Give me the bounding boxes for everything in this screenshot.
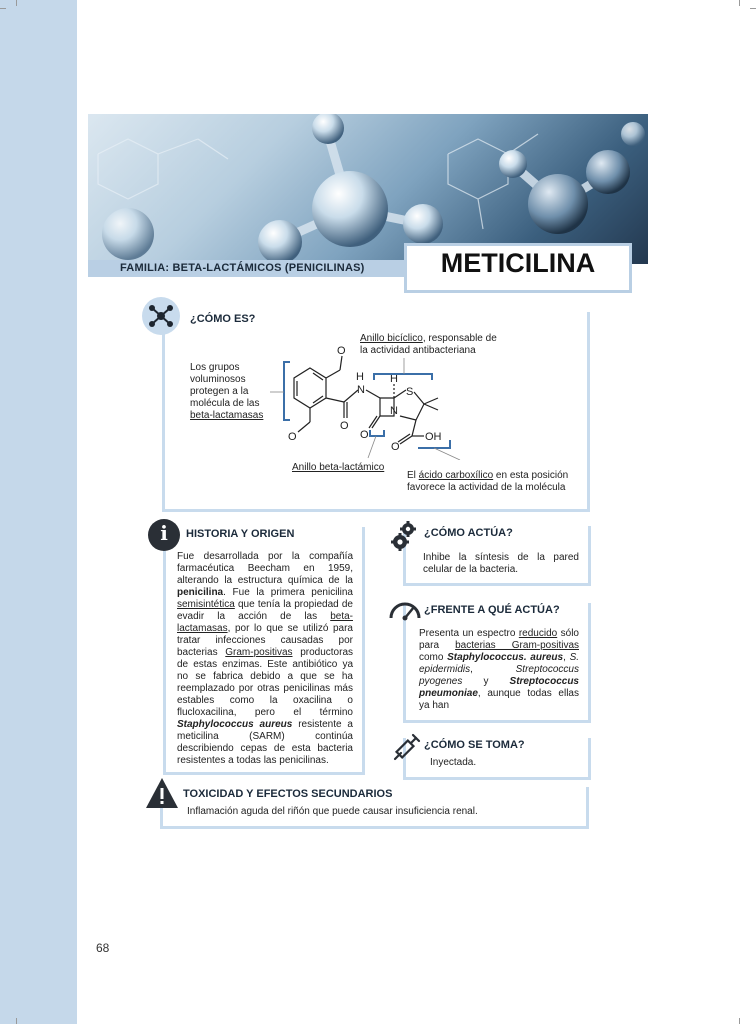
atom-h-ring: H	[390, 373, 398, 385]
como-actua-text: Inhibe la síntesis de la pared celular de la bacteria.	[423, 552, 579, 575]
groups-line-1: Los grupos	[190, 362, 240, 373]
frente-text	[419, 628, 579, 712]
beta-lactam-ring-link: Anillo beta-lactámico	[292, 462, 385, 473]
como-actua-title: ¿CÓMO ACTÚA?	[424, 527, 513, 539]
historia-penicilina: penicilina	[177, 587, 224, 598]
atom-s: S	[406, 386, 414, 398]
warning-icon	[144, 776, 180, 810]
crop-mark	[4, 1018, 17, 1024]
page-title: METICILINA	[440, 248, 596, 278]
groups-line-5: beta-lactamasas	[190, 410, 264, 421]
carboxylic-pre: El	[407, 470, 419, 481]
historia-p6: resistente a meticilina (SARM) continúa describiendo cepas de esta bacteria resistentes a todas las penicilinas.	[177, 719, 353, 766]
family-label: FAMILIA: BETA-LACTÁMICOS (PENICILINAS)	[120, 262, 365, 274]
historia-semisintetica: semisintética	[177, 599, 235, 610]
frente-reducido: reducido	[518, 628, 558, 639]
groups-annotation	[190, 362, 263, 422]
groups-line-4: molécula de las	[190, 398, 260, 409]
groups-line-3: protegen a la	[190, 386, 249, 397]
crop-mark	[750, 8, 756, 9]
historia-staph-aureus: Staphylococcus aureus	[177, 719, 293, 730]
bicyclic-link: Anillo bicíclico	[360, 333, 423, 344]
carboxylic-link: ácido carboxílico	[418, 470, 494, 481]
toxicidad-text: Inflamación aguda del riñón que puede causar insuficiencia renal.	[187, 806, 478, 817]
crop-mark	[0, 8, 6, 9]
como-toma-text: Inyectada.	[430, 757, 477, 768]
carboxylic-annotation	[407, 470, 568, 494]
historia-p5: productoras de estas enzimas. Este antibiótico ya no se fabrica debido a que se ha reemplazado por otras penicilinas más estables como la oxacilina o flucloxacilina, pero el término	[177, 647, 353, 718]
atom-n-amide: N	[357, 384, 365, 396]
bicyclic-text-1: , responsable de	[422, 333, 497, 344]
historia-title: HISTORIA Y ORIGEN	[186, 528, 295, 540]
frente-t7: , aunque todas ellas ya han	[419, 688, 579, 711]
frente-strep-pneu: Streptococcus pneumoniae	[419, 676, 579, 699]
atom-o-top: O	[337, 345, 346, 357]
frente-gram-positivas: bacterias Gram-positivas	[455, 640, 580, 651]
groups-line-2: voluminosos	[190, 374, 246, 385]
gauge-icon	[388, 596, 422, 624]
carboxylic-line-2: favorece la actividad de la molécula	[407, 482, 566, 493]
carboxylic-post: en esta posición	[493, 470, 569, 481]
beta-lactam-ring-label	[292, 462, 384, 474]
historia-p1: Fue desarrollada por la compañía farmacéutica Beecham en 1959, alterando la estructura química de la	[177, 551, 353, 586]
toxicidad-title: TOXICIDAD Y EFECTOS SECUNDARIOS	[183, 788, 393, 800]
molecule-icon	[147, 302, 175, 330]
frente-t4: ,	[563, 652, 570, 663]
atom-oh: OH	[425, 431, 442, 443]
frente-t5: ,	[470, 664, 516, 675]
historia-text	[177, 551, 353, 767]
atom-h-amide: H	[356, 371, 364, 383]
como-es-title: ¿CÓMO ES?	[190, 313, 256, 325]
bicyclic-text-2: la actividad antibacteriana	[360, 345, 476, 356]
atom-o-carbonyl: O	[391, 441, 400, 453]
crop-mark	[739, 1018, 752, 1024]
gears-icon	[391, 520, 419, 552]
info-icon: i	[160, 521, 168, 545]
crop-mark	[4, 0, 17, 6]
frente-t1: Presenta un espectro	[419, 628, 519, 639]
historia-gram-positivas: Gram-positivas	[225, 647, 293, 658]
frente-staph: Staphylococcus. aureus	[447, 652, 564, 663]
frente-t2: sólo para	[419, 628, 579, 651]
page-spine	[0, 0, 77, 1024]
syringe-icon	[392, 732, 422, 762]
molecule-illustration	[88, 114, 648, 264]
historia-p3: que tenía la propiedad de evadir la acción de las	[177, 599, 353, 622]
atom-o-amide: O	[340, 420, 349, 432]
page-number: 68	[96, 941, 110, 955]
frente-title: ¿FRENTE A QUÉ ACTÚA?	[424, 604, 560, 616]
historia-beta-lactamasas: beta-lactamasas	[177, 611, 353, 634]
historia-p4: , por lo que se utilizó para tratar infecciones causadas por bacterias	[177, 623, 353, 658]
methicillin-structure	[260, 340, 470, 460]
atom-n-ring: N	[390, 405, 398, 417]
historia-p2: . Fue la primera penicilina	[223, 587, 353, 598]
como-toma-title: ¿CÓMO SE TOMA?	[424, 739, 525, 751]
frente-t6: y	[462, 676, 510, 687]
atom-o-ring: O	[360, 429, 369, 441]
frente-strep-pyo: Streptococcus pyogenes	[419, 664, 579, 687]
header-banner-image	[88, 114, 648, 264]
atom-o-bottom: O	[288, 431, 297, 443]
crop-mark	[739, 0, 752, 6]
frente-t3: como	[419, 652, 448, 663]
frente-s-epi: S. epidermidis	[419, 652, 580, 675]
